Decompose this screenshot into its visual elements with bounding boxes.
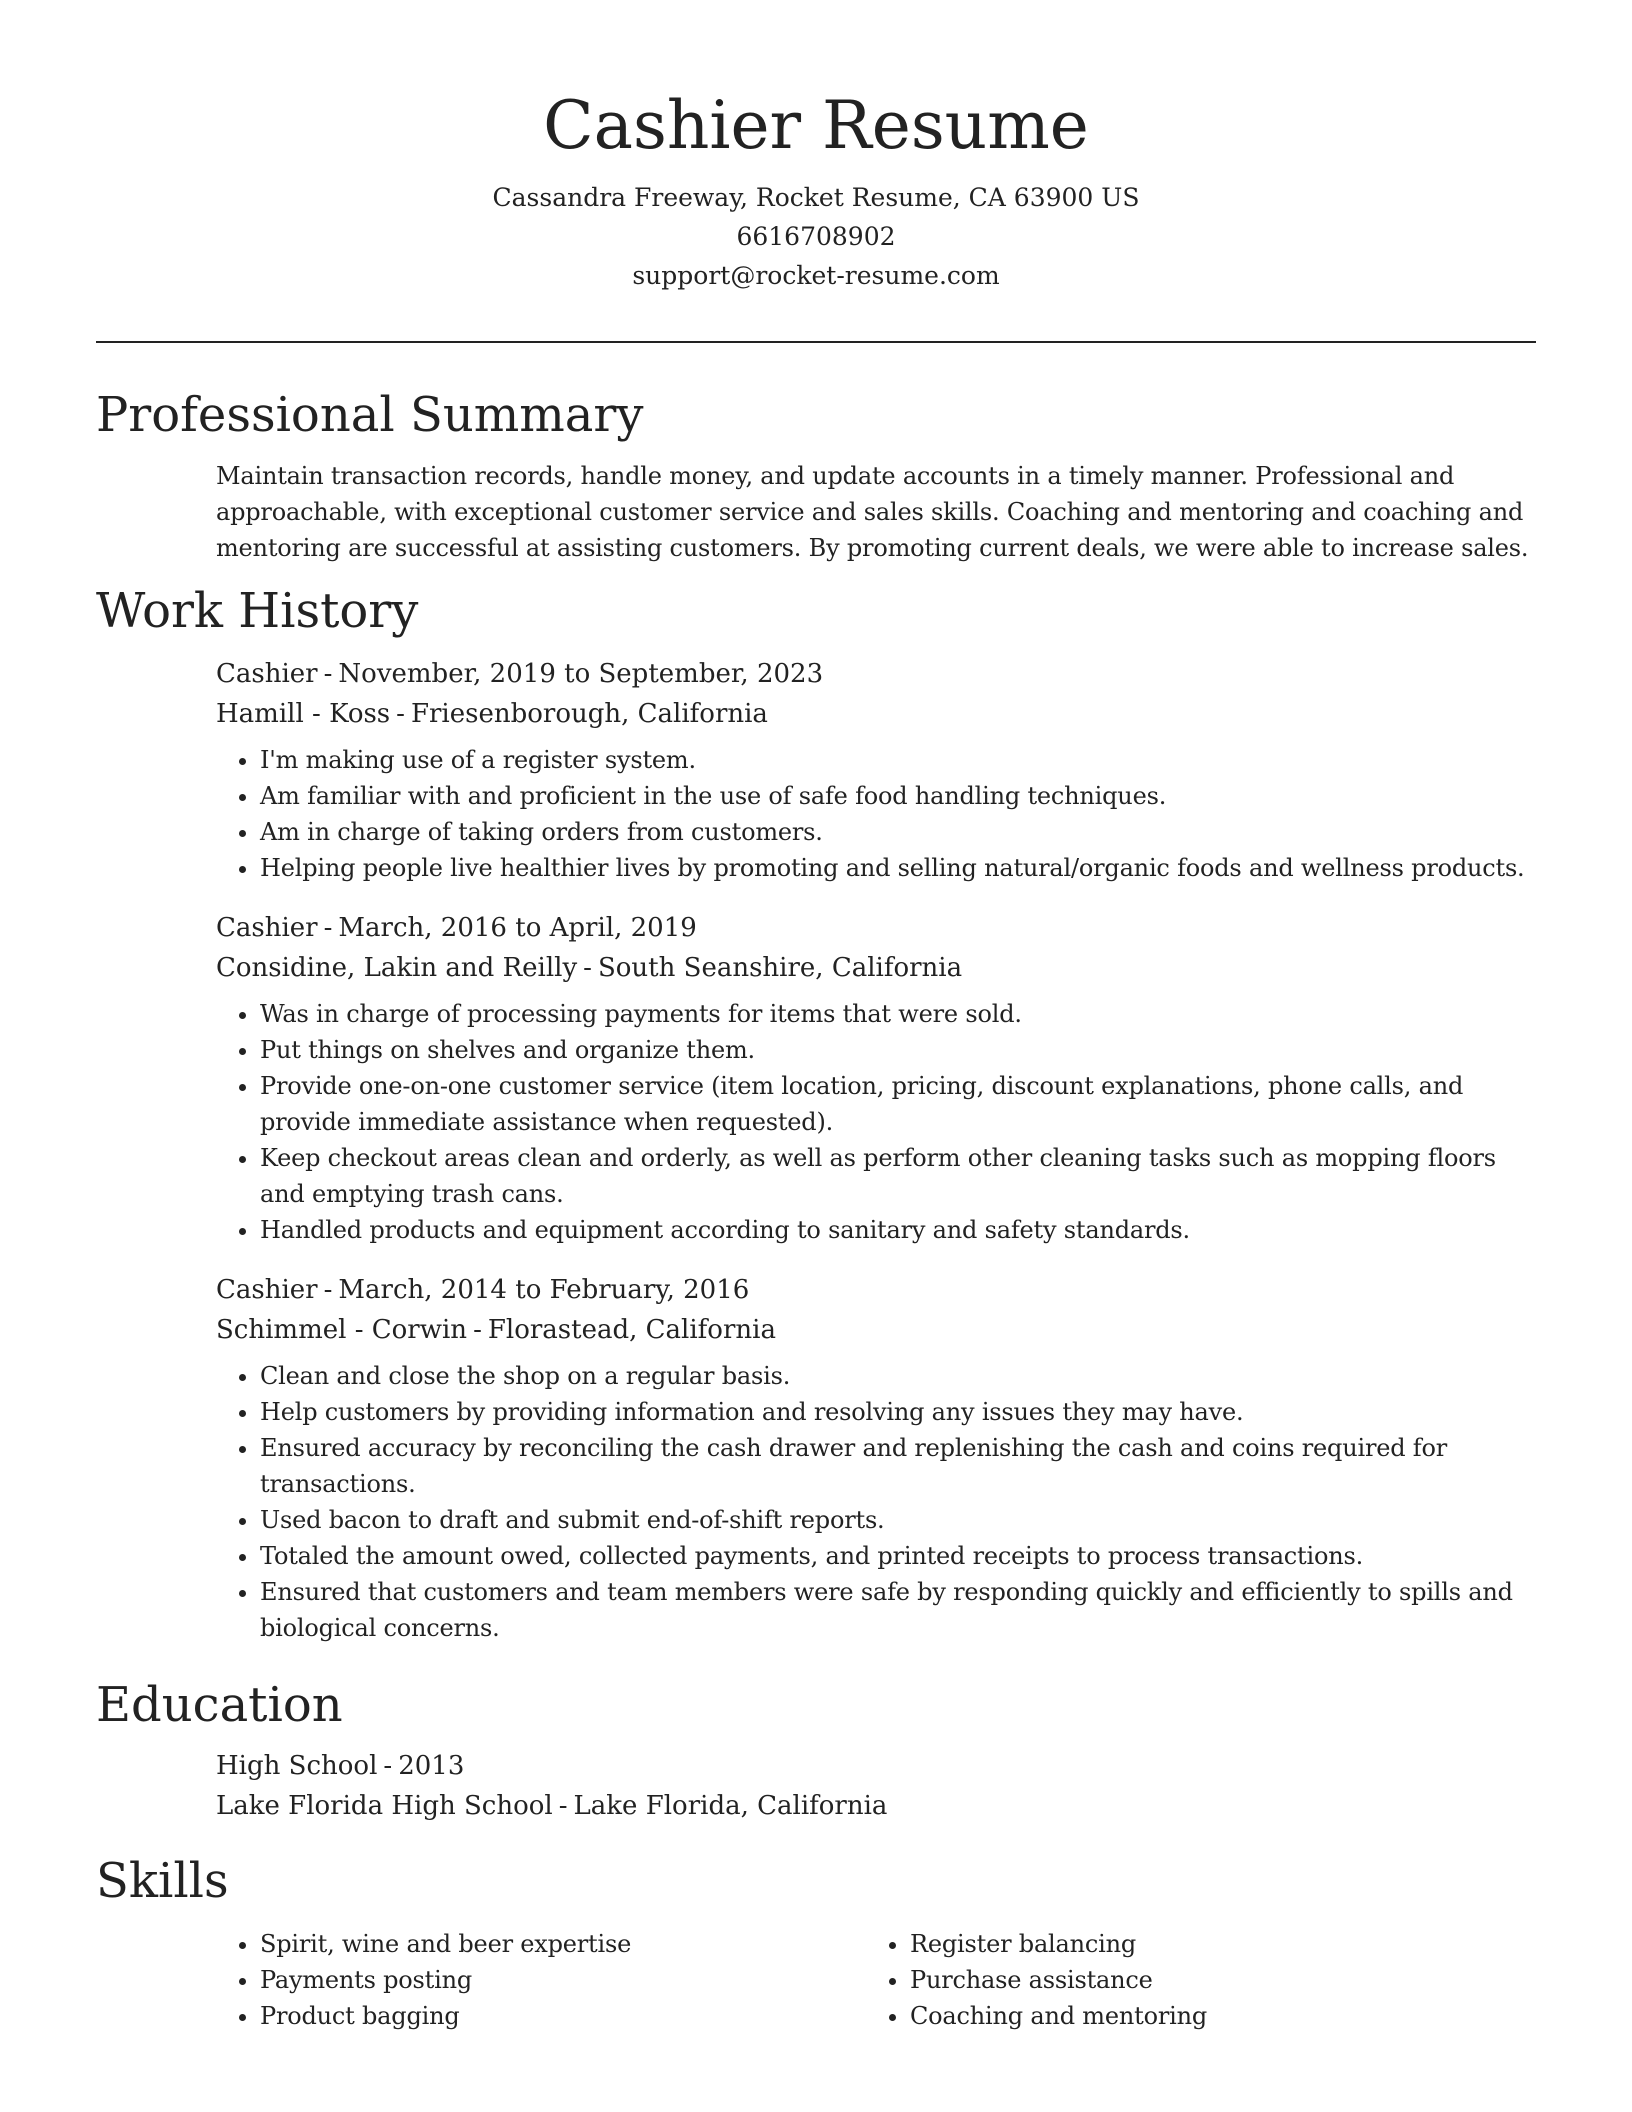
summary-text: Maintain transaction records, handle money, and update accounts in a timely manner. Professional and approachable, with exceptional customer service and sales skills. Coaching and mentoring and coaching and mentoring are successful at assisting customers. By promoting current deals, we were able to increase sales.: [216, 462, 1529, 562]
work-history-heading: Work History: [96, 583, 419, 639]
resume-content: [96, 378, 1536, 2034]
job-org-line: Hamill - Koss - Friesenborough, California: [216, 699, 768, 729]
skills-list: [866, 1926, 1516, 2034]
skills-heading: Skills: [96, 1853, 229, 1909]
skill-item: • Payments posting: [260, 1962, 866, 1998]
job-duty: • Used bacon to draft and submit end-of-shift reports.: [260, 1502, 1536, 1538]
skill-item: • Coaching and mentoring: [910, 1998, 1516, 2034]
job-position: Cashier: [216, 913, 318, 943]
education-section: [96, 1668, 1536, 1826]
resume-header: [96, 86, 1536, 295]
job-title-line: Cashier - November, 2019 to September, 2023: [216, 659, 824, 689]
job-dates: March, 2014 to February, 2016: [338, 1275, 750, 1305]
job-location: Friesenborough, California: [410, 699, 768, 729]
skill-item: • Register balancing: [910, 1926, 1516, 1962]
skill-item: • Spirit, wine and beer expertise: [260, 1926, 866, 1962]
job-position: Cashier: [216, 659, 318, 689]
job-entry: [216, 654, 1536, 886]
skills-list: [216, 1926, 866, 2034]
education-location: Lake Florida, California: [573, 1791, 888, 1821]
resume-title: Cashier Resume: [543, 87, 1089, 164]
job-duty: • Provide one-on-one customer service (item location, pricing, discount explanations, phone calls, and provide immediate assistance when requested).: [260, 1068, 1536, 1140]
education-school: Lake Florida High School: [216, 1791, 553, 1821]
job-duties-list: [216, 1358, 1536, 1646]
education-heading: Education: [96, 1677, 343, 1733]
job-duty: • Help customers by providing information and resolving any issues they may have.: [260, 1394, 1536, 1430]
summary-heading: Professional Summary: [96, 387, 644, 443]
job-duty: • Helping people live healthier lives by promoting and selling natural/organic foods and wellness products.: [260, 850, 1536, 886]
job-duty: • Keep checkout areas clean and orderly, as well as perform other cleaning tasks such as mopping floors and emptying trash cans.: [260, 1140, 1536, 1212]
skills-column-left: [216, 1918, 866, 2034]
job-duty: • Totaled the amount owed, collected payments, and printed receipts to process transactions.: [260, 1538, 1536, 1574]
job-employer: Hamill - Koss: [216, 699, 391, 729]
education-degree: High School: [216, 1751, 378, 1781]
contact-info: [96, 178, 1536, 295]
job-dates: November, 2019 to September, 2023: [338, 659, 824, 689]
skill-item: • Purchase assistance: [910, 1962, 1516, 1998]
job-duty: • Ensured accuracy by reconciling the cash drawer and replenishing the cash and coins required for transactions.: [260, 1430, 1536, 1502]
job-duty: • Am familiar with and proficient in the use of safe food handling techniques.: [260, 778, 1536, 814]
job-position: Cashier: [216, 1275, 318, 1305]
education-degree-line: High School - 2013: [216, 1751, 465, 1781]
contact-phone: 6616708902: [736, 222, 896, 251]
job-duties-list: [216, 742, 1536, 886]
job-location: Florastead, California: [487, 1315, 776, 1345]
job-duty: • Ensured that customers and team members were safe by responding quickly and efficiently to spills and biological concerns.: [260, 1574, 1536, 1646]
job-entry: [216, 908, 1536, 1248]
skills-section: [96, 1844, 1536, 2034]
skills-column-right: [866, 1918, 1516, 2034]
education-year: 2013: [398, 1751, 465, 1781]
header-divider: [96, 341, 1536, 343]
job-org-line: Considine, Lakin and Reilly - South Seanshire, California: [216, 953, 963, 983]
job-employer: Schimmel - Corwin: [216, 1315, 468, 1345]
job-location: South Seanshire, California: [597, 953, 963, 983]
job-duty: • I'm making use of a register system.: [260, 742, 1536, 778]
job-org-line: Schimmel - Corwin - Florastead, California: [216, 1315, 776, 1345]
contact-address: Cassandra Freeway, Rocket Resume, CA 63900 US: [492, 183, 1140, 212]
job-duty: • Handled products and equipment according to sanitary and safety standards.: [260, 1212, 1536, 1248]
skills-grid: [216, 1918, 1536, 2034]
skill-item: • Product bagging: [260, 1998, 866, 2034]
summary-section: [96, 378, 1536, 566]
job-duties-list: [216, 996, 1536, 1248]
education-school-line: Lake Florida High School - Lake Florida, California: [216, 1791, 888, 1821]
work-history-section: [96, 574, 1536, 1646]
job-entry: [216, 1270, 1536, 1646]
job-employer: Considine, Lakin and Reilly: [216, 953, 578, 983]
job-title-line: Cashier - March, 2016 to April, 2019: [216, 913, 697, 943]
job-duty: • Was in charge of processing payments for items that were sold.: [260, 996, 1536, 1032]
job-dates: March, 2016 to April, 2019: [338, 913, 697, 943]
contact-email: support@rocket-resume.com: [632, 261, 1000, 290]
job-duty: • Clean and close the shop on a regular basis.: [260, 1358, 1536, 1394]
job-duty: • Put things on shelves and organize them.: [260, 1032, 1536, 1068]
job-title-line: Cashier - March, 2014 to February, 2016: [216, 1275, 750, 1305]
job-duty: • Am in charge of taking orders from customers.: [260, 814, 1536, 850]
